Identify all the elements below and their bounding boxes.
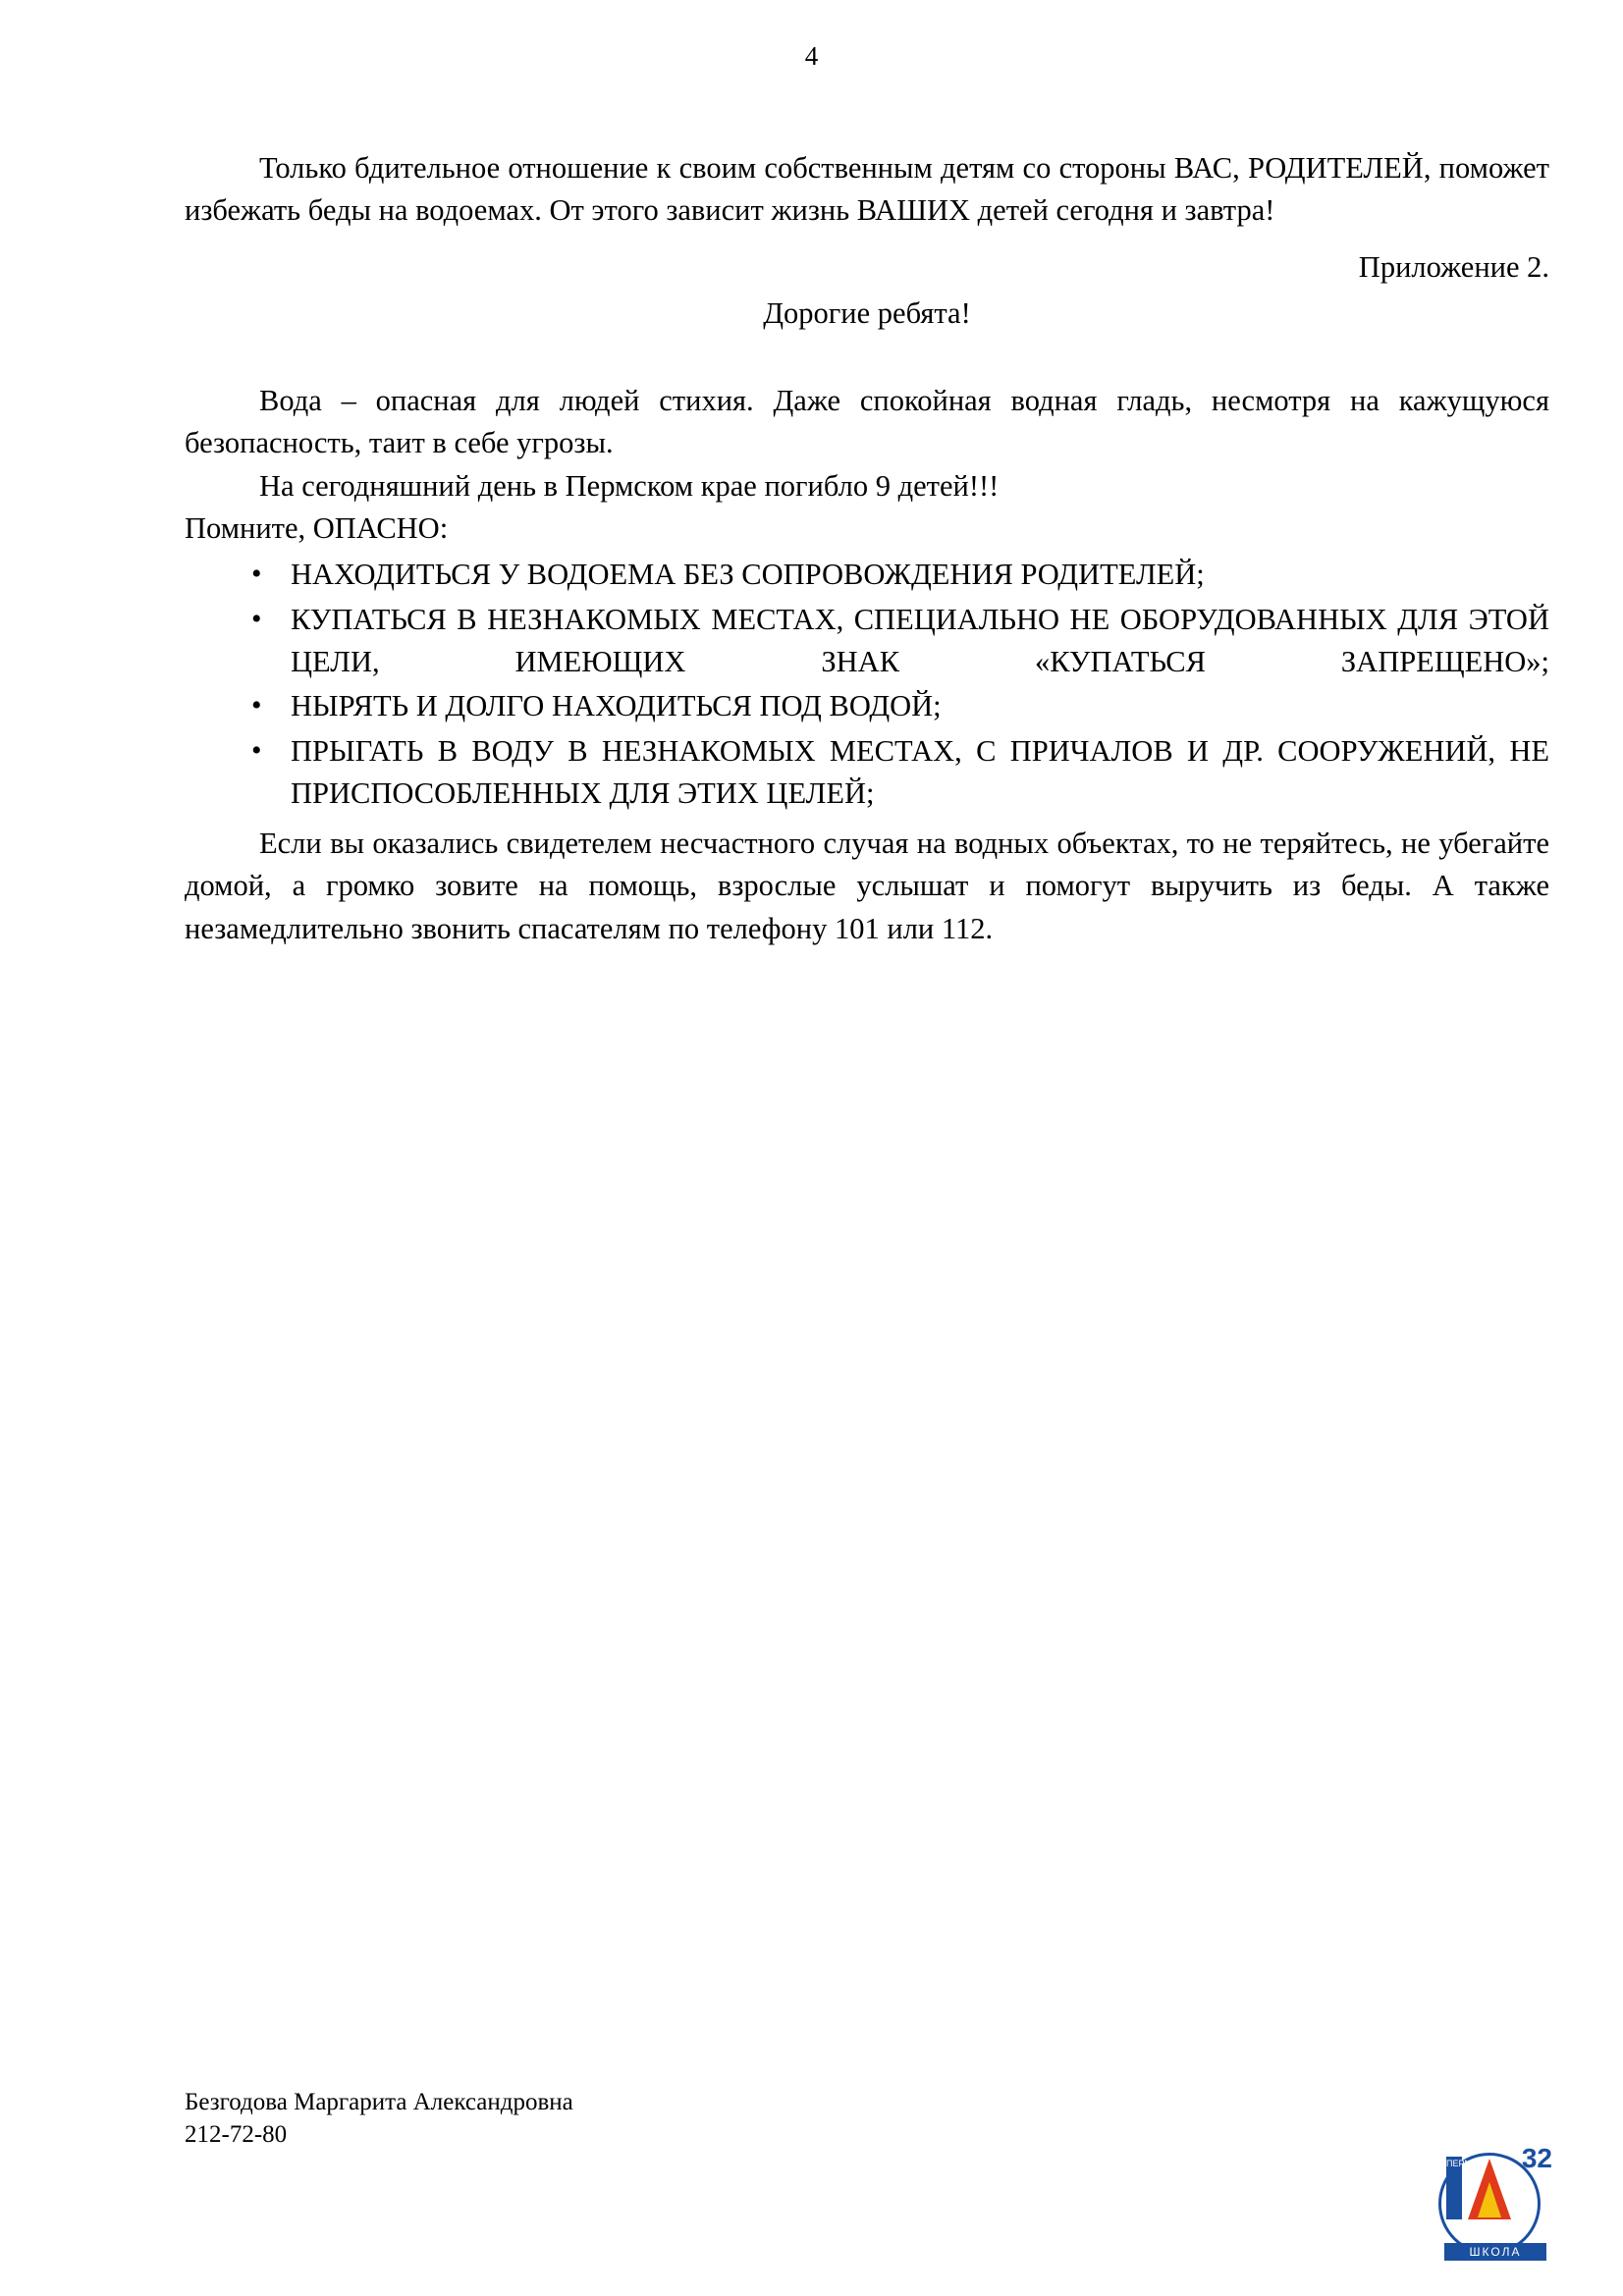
school-logo [1434, 2143, 1552, 2261]
footer-name: Безгодова Маргарита Александровна [185, 2089, 573, 2115]
list-item-label: НАХОДИТЬСЯ У ВОДОЕМА БЕЗ СОПРОВОЖДЕНИЯ РОДИТЕЛЕЙ; [291, 558, 1205, 592]
paragraph-vigilance: Только бдительное отношение к своим собственным детям со стороны ВАС, РОДИТЕЛЕЙ, поможет избежать беды на водоемах. От этого зависит жизнь ВАШИХ детей сегодня и завтра! [185, 151, 1549, 228]
paragraph-witness-instructions: Если вы оказались свидетелем несчастного случая на водных объектах, то не теряйтесь, не убегайте домой, а громко зовите на помощь, взрослые услышат и помогут выручить из беды. А также незамедлительно звонить спасателям по телефону 101 или 112. [185, 827, 1549, 945]
paragraph-statistics: На сегодняшний день в Пермском крае погибло 9 детей!!! [259, 468, 1000, 503]
appendix-label: Приложение 2. [1358, 249, 1549, 284]
logo-badge [1434, 2143, 1552, 2261]
spacer-after-greeting [185, 335, 1549, 380]
footer-contact [185, 2087, 573, 2151]
list-item-label: КУПАТЬСЯ В НЕЗНАКОМЫХ МЕСТАХ, СПЕЦИАЛЬНО НЕ ОБОРУДОВАННЫХ ДЛЯ ЭТОЙ ЦЕЛИ, ИМЕЮЩИХ ЗНАК «КУПАТЬСЯ ЗАПРЕЩЕНО»; [291, 602, 1549, 678]
greeting-line: Дорогие ребята! [763, 295, 971, 330]
danger-list [185, 554, 1549, 815]
logo-number: 32 [1521, 2143, 1552, 2173]
logo-vertical-text: ПЕРМЬ [1446, 2157, 1462, 2219]
bullet-icon: • [251, 602, 262, 635]
bullet-icon: • [251, 733, 262, 767]
list-item [251, 730, 1549, 816]
bullet-icon: • [251, 558, 262, 591]
list-item [251, 599, 1549, 684]
page-number: 4 [804, 41, 819, 71]
list-item [251, 685, 1549, 727]
list-item-label: ПРЫГАТЬ В ВОДУ В НЕЗНАКОМЫХ МЕСТАХ, С ПРИЧАЛОВ И ДР. СООРУЖЕНИЙ, НЕ ПРИСПОСОБЛЕННЫХ ДЛЯ ЭТИХ ЦЕЛЕЙ; [291, 733, 1549, 810]
list-item-label: НЫРЯТЬ И ДОЛГО НАХОДИТЬСЯ ПОД ВОДОЙ; [291, 689, 942, 723]
remember-line: Помните, ОПАСНО: [185, 511, 449, 546]
logo-school-label: ШКОЛА [1444, 2243, 1546, 2261]
bullet-icon: • [251, 689, 262, 722]
paragraph-water-danger: Вода – опасная для людей стихия. Даже спокойная водная гладь, несмотря на кажущуюся безопасность, таит в себе угрозы. [185, 384, 1549, 460]
flame-inner-icon [1478, 2182, 1501, 2217]
list-item [251, 554, 1549, 596]
document-body [185, 147, 1549, 950]
footer-phone: 212-72-80 [185, 2120, 288, 2148]
